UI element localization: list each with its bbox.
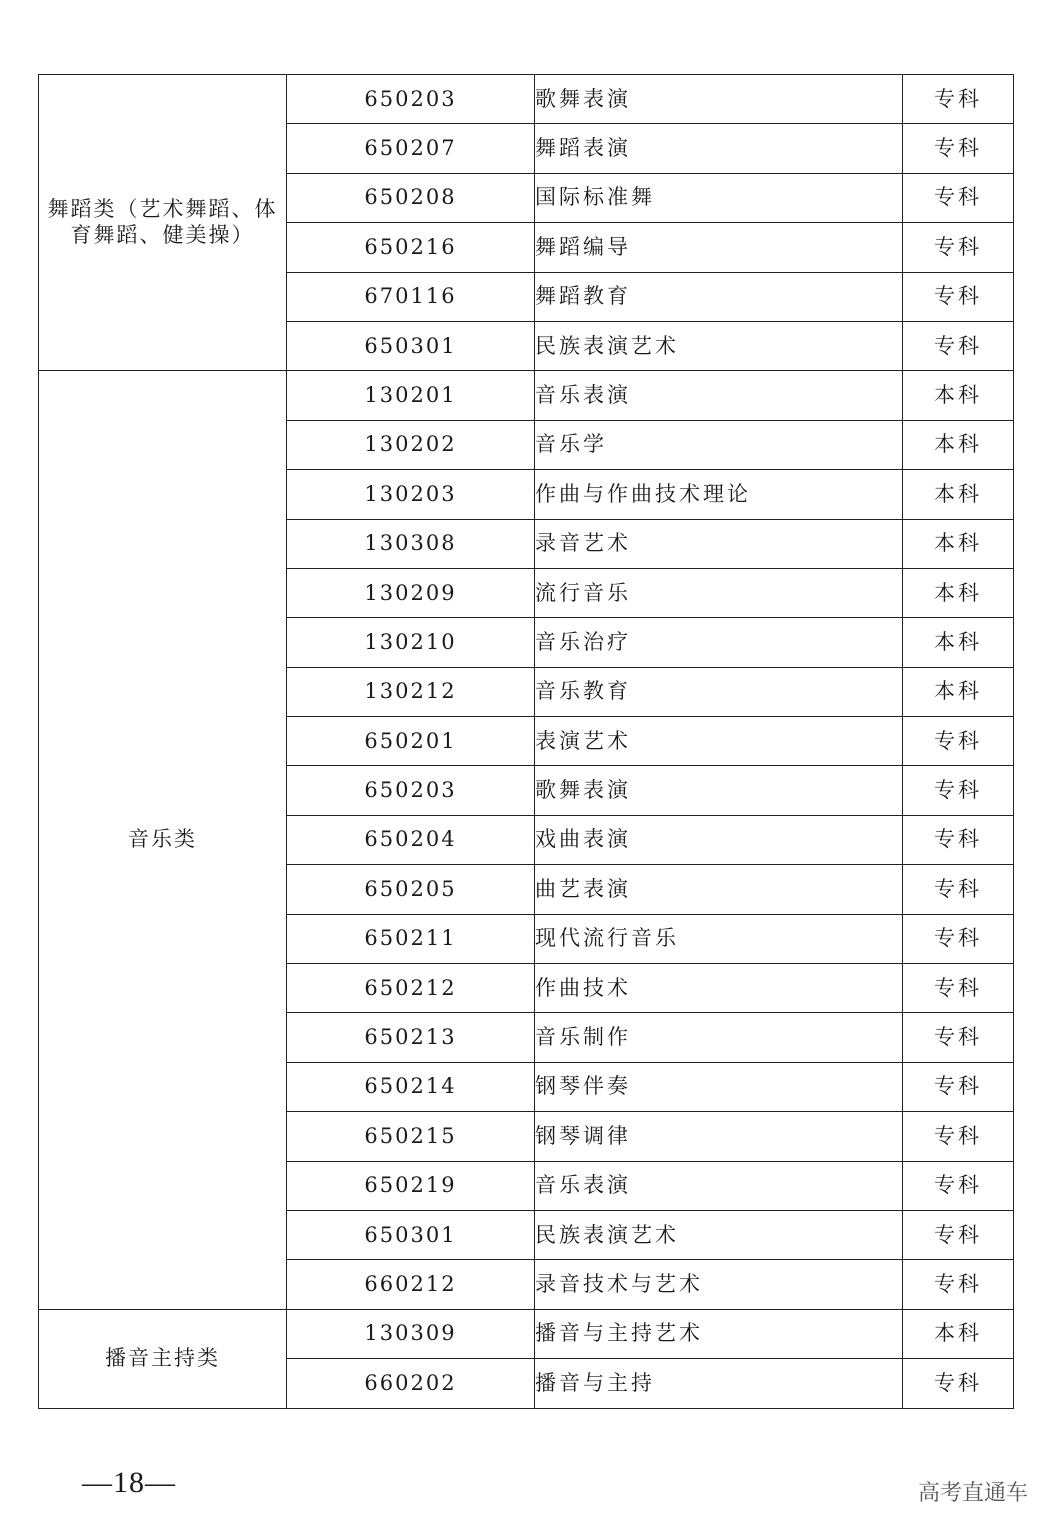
- education-level-cell: 专科: [903, 124, 1014, 173]
- major-name-cell: 舞蹈教育: [535, 272, 903, 321]
- major-code-cell: 650204: [287, 815, 535, 864]
- major-code-cell: 650212: [287, 964, 535, 1013]
- major-name-cell: 播音与主持: [535, 1359, 903, 1408]
- major-code-cell: 650214: [287, 1062, 535, 1111]
- major-code-cell: 670116: [287, 272, 535, 321]
- education-level-cell: 本科: [903, 568, 1014, 617]
- education-level-cell: 本科: [903, 618, 1014, 667]
- major-code-cell: 650211: [287, 914, 535, 963]
- major-code-cell: 650216: [287, 223, 535, 272]
- page-number: —18—: [82, 1466, 176, 1499]
- major-name-cell: 音乐教育: [535, 667, 903, 716]
- table-row: [39, 75, 1014, 124]
- major-name-cell: 民族表演艺术: [535, 1210, 903, 1259]
- major-code-cell: 130203: [287, 470, 535, 519]
- education-level-cell: 专科: [903, 1112, 1014, 1161]
- table-row: [39, 371, 1014, 420]
- major-name-cell: 舞蹈表演: [535, 124, 903, 173]
- major-code-cell: 130309: [287, 1309, 535, 1358]
- major-code-cell: 650205: [287, 865, 535, 914]
- major-code-cell: 660202: [287, 1359, 535, 1408]
- major-table: [38, 74, 1014, 1409]
- education-level-cell: 专科: [903, 1260, 1014, 1309]
- category-cell: 播音主持类: [39, 1309, 287, 1408]
- education-level-cell: 专科: [903, 964, 1014, 1013]
- education-level-cell: 专科: [903, 1359, 1014, 1408]
- major-name-cell: 歌舞表演: [535, 766, 903, 815]
- education-level-cell: 专科: [903, 173, 1014, 222]
- major-code-cell: 660212: [287, 1260, 535, 1309]
- major-name-cell: 戏曲表演: [535, 815, 903, 864]
- major-name-cell: 曲艺表演: [535, 865, 903, 914]
- category-cell: 舞蹈类（艺术舞蹈、体育舞蹈、健美操）: [39, 75, 287, 371]
- major-code-cell: 650215: [287, 1112, 535, 1161]
- education-level-cell: 专科: [903, 272, 1014, 321]
- major-code-cell: 650203: [287, 75, 535, 124]
- major-code-cell: 650301: [287, 321, 535, 370]
- major-name-cell: 舞蹈编导: [535, 223, 903, 272]
- major-name-cell: 表演艺术: [535, 717, 903, 766]
- major-code-cell: 650219: [287, 1161, 535, 1210]
- major-name-cell: 钢琴调律: [535, 1112, 903, 1161]
- major-code-cell: 650203: [287, 766, 535, 815]
- major-code-cell: 650213: [287, 1013, 535, 1062]
- major-code-cell: 650208: [287, 173, 535, 222]
- major-name-cell: 播音与主持艺术: [535, 1309, 903, 1358]
- major-code-cell: 650201: [287, 717, 535, 766]
- table-body: [39, 75, 1014, 1409]
- education-level-cell: 本科: [903, 420, 1014, 469]
- education-level-cell: 本科: [903, 371, 1014, 420]
- education-level-cell: 专科: [903, 766, 1014, 815]
- major-name-cell: 钢琴伴奏: [535, 1062, 903, 1111]
- major-code-cell: 130212: [287, 667, 535, 716]
- major-code-cell: 130202: [287, 420, 535, 469]
- education-level-cell: 专科: [903, 1013, 1014, 1062]
- education-level-cell: 专科: [903, 223, 1014, 272]
- education-level-cell: 专科: [903, 75, 1014, 124]
- education-level-cell: 专科: [903, 321, 1014, 370]
- major-code-cell: 650207: [287, 124, 535, 173]
- education-level-cell: 专科: [903, 815, 1014, 864]
- major-name-cell: 音乐治疗: [535, 618, 903, 667]
- major-name-cell: 音乐制作: [535, 1013, 903, 1062]
- category-cell: 音乐类: [39, 371, 287, 1309]
- major-name-cell: 民族表演艺术: [535, 321, 903, 370]
- education-level-cell: 专科: [903, 914, 1014, 963]
- major-name-cell: 流行音乐: [535, 568, 903, 617]
- major-code-cell: 130201: [287, 371, 535, 420]
- major-code-cell: 130210: [287, 618, 535, 667]
- education-level-cell: 本科: [903, 1309, 1014, 1358]
- major-name-cell: 作曲技术: [535, 964, 903, 1013]
- table-row: [39, 1309, 1014, 1358]
- major-name-cell: 录音艺术: [535, 519, 903, 568]
- major-name-cell: 音乐表演: [535, 371, 903, 420]
- major-name-cell: 音乐学: [535, 420, 903, 469]
- education-level-cell: 本科: [903, 667, 1014, 716]
- major-name-cell: 现代流行音乐: [535, 914, 903, 963]
- education-level-cell: 专科: [903, 865, 1014, 914]
- major-code-cell: 650301: [287, 1210, 535, 1259]
- education-level-cell: 专科: [903, 1161, 1014, 1210]
- major-name-cell: 作曲与作曲技术理论: [535, 470, 903, 519]
- major-code-cell: 130209: [287, 568, 535, 617]
- major-code-cell: 130308: [287, 519, 535, 568]
- education-level-cell: 专科: [903, 717, 1014, 766]
- major-name-cell: 录音技术与艺术: [535, 1260, 903, 1309]
- education-level-cell: 本科: [903, 470, 1014, 519]
- major-name-cell: 音乐表演: [535, 1161, 903, 1210]
- major-name-cell: 歌舞表演: [535, 75, 903, 124]
- major-name-cell: 国际标准舞: [535, 173, 903, 222]
- education-level-cell: 本科: [903, 519, 1014, 568]
- watermark-text: 高考直通车: [917, 1481, 1028, 1506]
- education-level-cell: 专科: [903, 1210, 1014, 1259]
- education-level-cell: 专科: [903, 1062, 1014, 1111]
